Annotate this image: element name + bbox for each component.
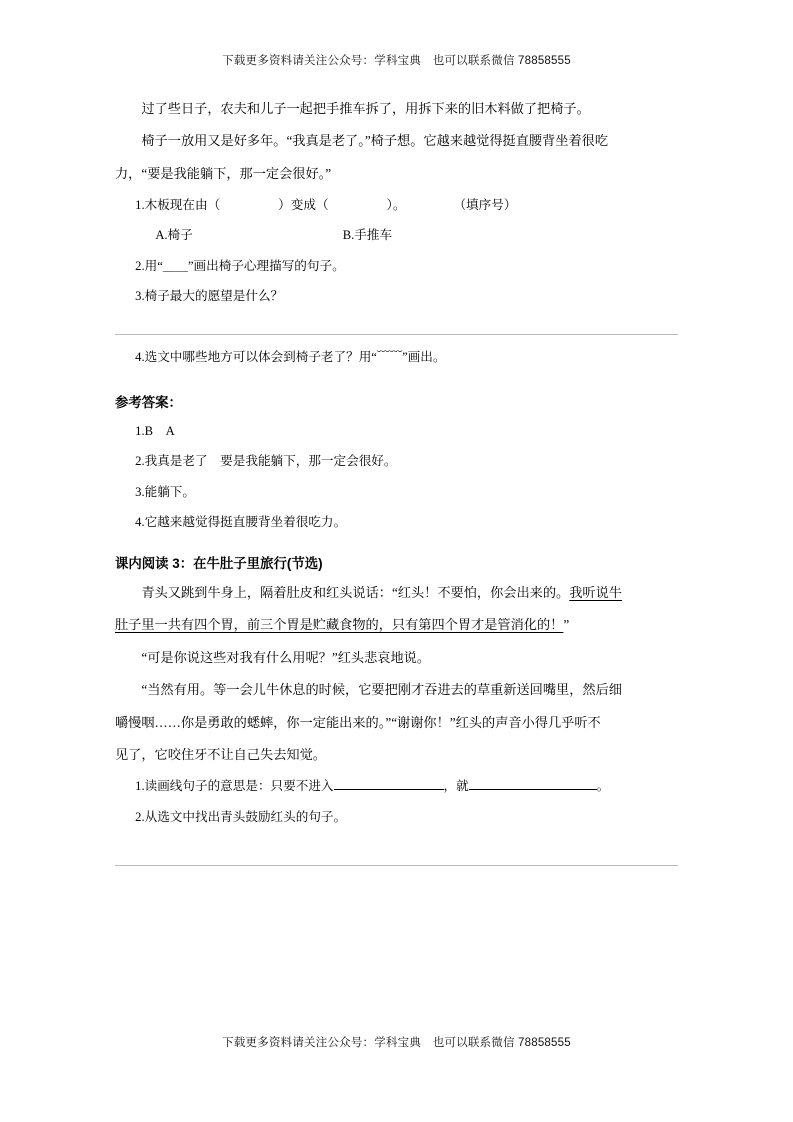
section-2-paragraph-1 [115,580,678,606]
section-2-paragraph-2: “可是你说这些对我有什么用呢？”红头悲哀地说。 [141,649,431,665]
section-2-question-1-blank-1 [334,777,444,791]
passage-paragraph-2-line-2: 力，“要是我能躺下，那一定会很好。” [115,165,332,181]
answer-4: 4.它越来越觉得挺直腰背坐着很吃力。 [135,514,347,529]
footer-watermark-note: 下载更多资料请关注公众号：学科宝典 也可以联系微信 78858555 [222,1037,571,1049]
document-body [115,68,678,866]
section-2-question-1-prefix: 1.读画线句子的意思是：只要不进入 [135,779,334,794]
answer-3: 3.能躺下。 [135,484,195,499]
section-2-paragraph-1-closing-quote: ” [563,617,570,633]
question-1 [115,193,678,218]
answer-space-section-2-question-2 [115,835,678,851]
section-2-title: 课内阅读 3：在牛肚子里旅行(节选) [115,555,323,571]
question-2: 2.用“＿＿”画出椅子心理描写的句子。 [135,258,345,273]
answer-line-section-2-question-2 [115,865,678,866]
answer-2: 2.我真是老了 要是我能躺下，那一定会很好。 [135,454,397,469]
question-1-prefix: 1.木板现在由（ [135,198,221,213]
section-2-paragraph-3-line-3: 见了，它咬住牙不让自己失去知觉。 [115,746,326,762]
question-1-middle: ）变成（ [278,198,329,213]
answer-space-question-3 [115,314,678,320]
section-2-paragraph-1-continued [115,612,678,638]
question-1-option-b: B.手推车 [342,228,393,243]
question-1-hint: （填序号） [453,198,517,213]
question-1-options [115,223,678,248]
section-2-paragraph-3-line-2: 嚼慢咽……你是勇敢的蟋蟀，你一定能出来的。”“谢谢你！”红头的声音小得几乎听不 [115,714,601,730]
section-2-underlined-text-part-1: 我听说牛 [569,584,622,600]
section-2-question-1-middle: ，就 [443,779,469,794]
question-1-option-a: A.椅子 [155,228,193,243]
section-2-question-1 [115,774,678,799]
answers-heading: 参考答案： [115,395,182,411]
section-2-question-1-suffix: 。 [596,779,610,794]
section-2-paragraph-3-line-1: “当然有用。等一会儿牛休息的时候，它要把刚才吞进去的草重新送回嘴里，然后细 [141,682,622,698]
section-2-underlined-text-part-2: 肚子里一共有四个胃，前三个胃是贮藏食物的，只有第四个胃才是管消化的！ [115,617,564,633]
answer-1: 1.B A [135,424,175,439]
answer-line-question-3 [115,334,678,335]
question-3: 3.椅子最大的愿望是什么？ [135,288,284,303]
section-2-question-2: 2.从选文中找出青头鼓励红头的句子。 [135,809,347,824]
section-2-question-1-blank-2 [469,777,597,791]
passage-paragraph-2-line-1: 椅子一放用又是好多年。“我真是老了。”椅子想。它越来越觉得挺直腰背坐着很吃 [141,133,609,149]
header-watermark-note: 下载更多资料请关注公众号：学科宝典 也可以联系微信 78858555 [222,55,571,67]
question-1-suffix: ）。 [386,198,406,213]
section-2-paragraph-1-plain: 青头又跳到牛身上，隔着肚皮和红头说话：“红头！不要怕，你会出来的。 [141,584,570,600]
passage-paragraph-1: 过了些日子，农夫和儿子一起把手推车拆了，用拆下来的旧木料做了把椅子。 [141,101,590,116]
question-4: 4.选文中哪些地方可以体会到椅子老了？用“﹋﹋”画出。 [135,349,446,364]
